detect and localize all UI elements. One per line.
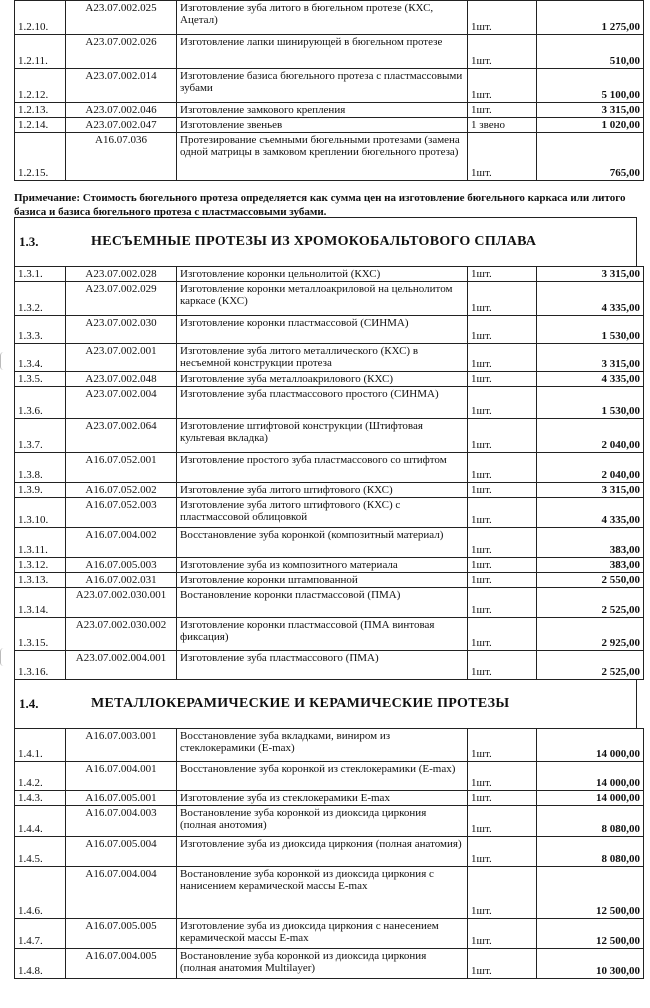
item-code: А16.07.005.003	[66, 558, 177, 573]
item-unit: 1шт.	[468, 837, 537, 867]
item-price: 3 315,00	[537, 344, 644, 372]
item-name: Изготовление зуба пластмассового (ПМА)	[177, 651, 468, 680]
item-code: А16.07.005.004	[66, 837, 177, 867]
item-unit: 1шт.	[468, 528, 537, 558]
item-price: 383,00	[537, 558, 644, 573]
item-name: Изготовление зуба металлоакрилового (КХС)	[177, 372, 468, 387]
item-price: 3 315,00	[537, 483, 644, 498]
item-name: Изготовление зуба литого металлического (КХС) в несъемной конструкции протеза	[177, 344, 468, 372]
table-row	[15, 558, 644, 573]
item-name: Изготовление коронки пластмассовой (ПМА винтовая фиксация)	[177, 618, 468, 651]
table-row	[15, 69, 644, 103]
item-number: 1.2.11.	[15, 35, 66, 69]
item-unit: 1шт.	[468, 267, 537, 282]
item-number: 1.3.1.	[15, 267, 66, 282]
item-unit: 1шт.	[468, 558, 537, 573]
item-price: 2 925,00	[537, 618, 644, 651]
item-number: 1.3.8.	[15, 453, 66, 483]
item-unit: 1шт.	[468, 762, 537, 791]
item-number: 1.4.2.	[15, 762, 66, 791]
table-row	[15, 35, 644, 69]
item-code: А23.07.002.026	[66, 35, 177, 69]
item-name: Восстановление зуба коронкой (композитный материал)	[177, 528, 468, 558]
table-row	[15, 419, 644, 453]
table-row	[15, 588, 644, 618]
item-code: А16.07.036	[66, 133, 177, 181]
item-price: 14 000,00	[537, 729, 644, 762]
table-row	[15, 483, 644, 498]
item-name: Изготовление коронки цельнолитой (КХС)	[177, 267, 468, 282]
item-price: 765,00	[537, 133, 644, 181]
item-name: Протезирование съемными бюгельными протезами (замена одной матрицы в замковом креплении бюгельного протеза)	[177, 133, 468, 181]
item-number: 1.4.8.	[15, 949, 66, 979]
item-name: Изготовление зуба из диоксида циркония (полная анатомия)	[177, 837, 468, 867]
item-code: А16.07.004.002	[66, 528, 177, 558]
item-name: Востановление коронки пластмассовой (ПМА)	[177, 588, 468, 618]
item-unit: 1шт.	[468, 729, 537, 762]
item-price: 12 500,00	[537, 919, 644, 949]
item-number: 1.2.10.	[15, 1, 66, 35]
section-title: МЕТАЛЛОКЕРАМИЧЕСКИЕ И КЕРАМИЧЕСКИЕ ПРОТЕЗЫ	[91, 696, 510, 711]
item-price: 2 525,00	[537, 651, 644, 680]
item-unit: 1шт.	[468, 919, 537, 949]
table-row	[15, 133, 644, 181]
item-number: 1.2.15.	[15, 133, 66, 181]
item-price: 2 040,00	[537, 419, 644, 453]
item-unit: 1шт.	[468, 573, 537, 588]
item-code: А16.07.005.005	[66, 919, 177, 949]
table-row	[15, 118, 644, 133]
item-unit: 1шт.	[468, 344, 537, 372]
section-number: 1.3.	[19, 234, 39, 249]
item-unit: 1шт.	[468, 806, 537, 837]
item-name: Изготовление коронки штампованной	[177, 573, 468, 588]
table-row	[15, 387, 644, 419]
table-row	[15, 573, 644, 588]
table-section-13	[14, 266, 644, 680]
item-name: Изготовление зуба из диоксида циркония с нанесением керамической массы E-max	[177, 919, 468, 949]
table-row	[15, 867, 644, 919]
item-name: Изготовление зуба литого штифтового (КХС) с пластмассовой облицовкой	[177, 498, 468, 528]
item-unit: 1шт.	[468, 387, 537, 419]
item-name: Изготовление звеньев	[177, 118, 468, 133]
item-price: 5 100,00	[537, 69, 644, 103]
item-number: 1.3.10.	[15, 498, 66, 528]
item-name: Изготовление замкового крепления	[177, 103, 468, 118]
item-unit: 1шт.	[468, 1, 537, 35]
table-row	[15, 344, 644, 372]
table-row	[15, 762, 644, 791]
item-price: 1 530,00	[537, 316, 644, 344]
item-number: 1.2.14.	[15, 118, 66, 133]
table-row	[15, 919, 644, 949]
item-code: А16.07.005.001	[66, 791, 177, 806]
item-price: 383,00	[537, 528, 644, 558]
item-number: 1.2.13.	[15, 103, 66, 118]
section-header-13	[14, 217, 637, 266]
item-number: 1.3.2.	[15, 282, 66, 316]
item-price: 2 550,00	[537, 573, 644, 588]
item-number: 1.4.1.	[15, 729, 66, 762]
table-row	[15, 372, 644, 387]
item-price: 510,00	[537, 35, 644, 69]
item-name: Восстановление зуба коронкой из стеклокерамики (E-max)	[177, 762, 468, 791]
table-row	[15, 282, 644, 316]
item-number: 1.4.3.	[15, 791, 66, 806]
item-unit: 1 звено	[468, 118, 537, 133]
item-code: А23.07.002.064	[66, 419, 177, 453]
item-number: 1.3.7.	[15, 419, 66, 453]
item-number: 1.3.4.	[15, 344, 66, 372]
item-code: А16.07.003.001	[66, 729, 177, 762]
item-price: 1 530,00	[537, 387, 644, 419]
item-code: А16.07.004.004	[66, 867, 177, 919]
item-unit: 1шт.	[468, 588, 537, 618]
item-number: 1.3.6.	[15, 387, 66, 419]
item-price: 4 335,00	[537, 282, 644, 316]
item-unit: 1шт.	[468, 419, 537, 453]
item-name: Изготовление лапки шинирующей в бюгельном протезе	[177, 35, 468, 69]
item-number: 1.3.15.	[15, 618, 66, 651]
item-unit: 1шт.	[468, 867, 537, 919]
item-number: 1.4.6.	[15, 867, 66, 919]
item-price: 2 040,00	[537, 453, 644, 483]
item-code: А23.07.002.046	[66, 103, 177, 118]
table-row	[15, 1, 644, 35]
item-code: А23.07.002.001	[66, 344, 177, 372]
item-price: 1 275,00	[537, 1, 644, 35]
item-unit: 1шт.	[468, 103, 537, 118]
item-name: Изготовление базиса бюгельного протеза с пластмассовыми зубами	[177, 69, 468, 103]
item-number: 1.3.16.	[15, 651, 66, 680]
item-unit: 1шт.	[468, 453, 537, 483]
item-name: Изготовление зуба литого штифтового (КХС)	[177, 483, 468, 498]
table-row	[15, 651, 644, 680]
item-code: А23.07.002.025	[66, 1, 177, 35]
item-price: 1 020,00	[537, 118, 644, 133]
item-price: 3 315,00	[537, 267, 644, 282]
item-code: А23.07.002.030	[66, 316, 177, 344]
item-code: А23.07.002.029	[66, 282, 177, 316]
item-price: 3 315,00	[537, 103, 644, 118]
item-price: 14 000,00	[537, 791, 644, 806]
item-name: Востановление зуба коронкой из диоксида циркония с нанисением керамической массы E-max	[177, 867, 468, 919]
item-code: А23.07.002.028	[66, 267, 177, 282]
item-code: А16.07.004.003	[66, 806, 177, 837]
item-unit: 1шт.	[468, 316, 537, 344]
item-code: А23.07.002.014	[66, 69, 177, 103]
item-name: Изготовление коронки металлоакриловой на цельнолитом каркасе (КХС)	[177, 282, 468, 316]
item-name: Изготовление зуба литого в бюгельном протезе (КХС, Ацетал)	[177, 1, 468, 35]
item-unit: 1шт.	[468, 69, 537, 103]
item-code: А16.07.004.001	[66, 762, 177, 791]
table-section-14	[14, 728, 644, 979]
table-row	[15, 837, 644, 867]
item-number: 1.3.5.	[15, 372, 66, 387]
item-name: Изготовление простого зуба пластмассового со штифтом	[177, 453, 468, 483]
item-number: 1.4.4.	[15, 806, 66, 837]
table-row	[15, 103, 644, 118]
table-row	[15, 528, 644, 558]
item-code: А23.07.002.030.002	[66, 618, 177, 651]
note-text: Примечание: Стоимость бюгельного протеза определяется как сумма цен на изготовление бюгельного каркаса или литого базиса и базиса бюгельного протеза с пластмассовыми зубами.	[14, 192, 626, 218]
item-number: 1.3.3.	[15, 316, 66, 344]
item-code: А16.07.004.005	[66, 949, 177, 979]
item-unit: 1шт.	[468, 651, 537, 680]
item-name: Изготовление штифтовой конструкции (Штифтовая культевая вкладка)	[177, 419, 468, 453]
item-number: 1.3.9.	[15, 483, 66, 498]
item-unit: 1шт.	[468, 791, 537, 806]
table-row	[15, 498, 644, 528]
item-number: 1.4.7.	[15, 919, 66, 949]
item-name: Изготовление коронки пластмассовой (СИНМА)	[177, 316, 468, 344]
table-row	[15, 453, 644, 483]
item-unit: 1шт.	[468, 498, 537, 528]
item-number: 1.3.14.	[15, 588, 66, 618]
item-code: А16.07.052.002	[66, 483, 177, 498]
section-number: 1.4.	[19, 696, 39, 711]
scan-mark	[0, 352, 7, 370]
section-header-14	[14, 680, 637, 728]
scan-mark	[0, 648, 7, 666]
item-price: 8 080,00	[537, 837, 644, 867]
item-price: 8 080,00	[537, 806, 644, 837]
item-code: А23.07.002.004.001	[66, 651, 177, 680]
table-row	[15, 267, 644, 282]
item-number: 1.3.11.	[15, 528, 66, 558]
table-section-12	[14, 0, 644, 181]
table-row	[15, 791, 644, 806]
item-code: А23.07.002.004	[66, 387, 177, 419]
item-number: 1.3.12.	[15, 558, 66, 573]
item-code: А16.07.052.003	[66, 498, 177, 528]
item-code: А23.07.002.047	[66, 118, 177, 133]
item-number: 1.3.13.	[15, 573, 66, 588]
item-price: 4 335,00	[537, 498, 644, 528]
item-price: 2 525,00	[537, 588, 644, 618]
item-unit: 1шт.	[468, 372, 537, 387]
item-name: Востановление зуба коронкой из диоксида циркония (полная анотомия)	[177, 806, 468, 837]
item-unit: 1шт.	[468, 618, 537, 651]
table-row	[15, 618, 644, 651]
table-row	[15, 316, 644, 344]
item-number: 1.2.12.	[15, 69, 66, 103]
item-price: 14 000,00	[537, 762, 644, 791]
item-price: 10 300,00	[537, 949, 644, 979]
section-title: НЕСЪЕМНЫЕ ПРОТЕЗЫ ИЗ ХРОМОКОБАЛЬТОВОГО СПЛАВА	[91, 234, 537, 249]
table-row	[15, 949, 644, 979]
item-name: Изготовление зуба пластмассового простого (СИНМА)	[177, 387, 468, 419]
price-list-page	[14, 0, 640, 979]
item-price: 4 335,00	[537, 372, 644, 387]
item-code: А23.07.002.030.001	[66, 588, 177, 618]
item-code: А23.07.002.048	[66, 372, 177, 387]
table-row	[15, 729, 644, 762]
item-unit: 1шт.	[468, 282, 537, 316]
item-code: А16.07.002.031	[66, 573, 177, 588]
item-code: А16.07.052.001	[66, 453, 177, 483]
item-unit: 1шт.	[468, 35, 537, 69]
item-name: Изготовление зуба из стеклокерамики E-max	[177, 791, 468, 806]
item-unit: 1шт.	[468, 133, 537, 181]
item-name: Восстановление зуба вкладками, виниром из стеклокерамики (E-max)	[177, 729, 468, 762]
item-unit: 1шт.	[468, 949, 537, 979]
item-unit: 1шт.	[468, 483, 537, 498]
item-name: Изготовление зуба из композитного материала	[177, 558, 468, 573]
item-number: 1.4.5.	[15, 837, 66, 867]
table-row	[15, 806, 644, 837]
item-name: Востановление зуба коронкой из диоксида циркония (полная анатомия Multilayer)	[177, 949, 468, 979]
item-price: 12 500,00	[537, 867, 644, 919]
